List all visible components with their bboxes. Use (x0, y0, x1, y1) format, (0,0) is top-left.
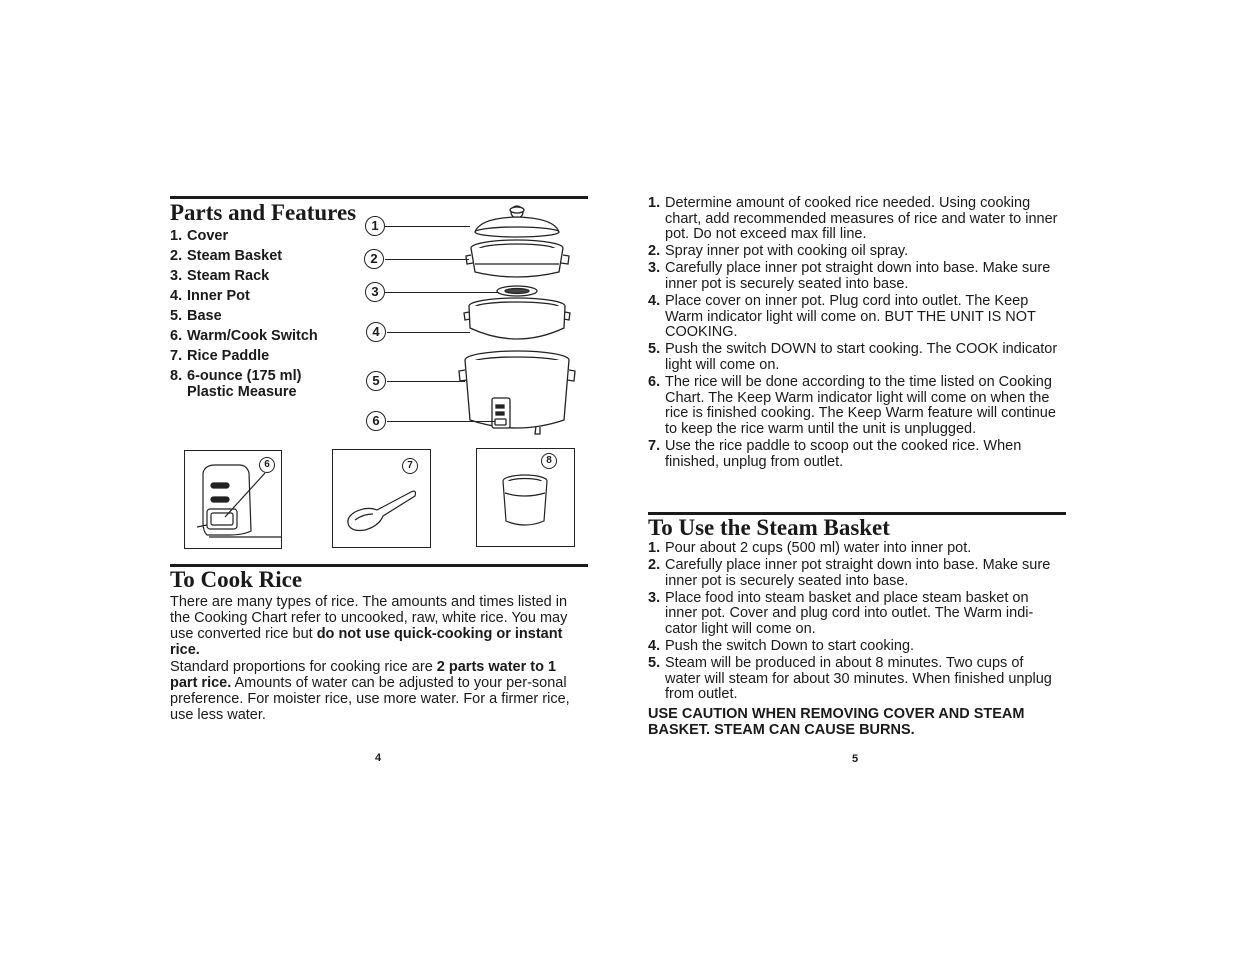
parts-list-item: 5. Base (170, 308, 222, 324)
callout-leader-6 (387, 421, 495, 422)
steam-step: 1. Pour about 2 cups (500 ml) water into inner pot. (648, 540, 972, 556)
steam-step: 3. Place food into steam basket and place steam basket on inner pot. Cover and plug cord into outlet. The Warm indi-cator light will come on. (648, 589, 1034, 637)
steam-steps (648, 541, 1062, 704)
plastic-measure-icon (477, 449, 574, 546)
steam-rack-illustration (497, 286, 537, 296)
callout-5-badge: 5 (366, 371, 386, 391)
cook-step: 7. Use the rice paddle to scoop out the cooked rice. When finished, unplug from outlet. (648, 437, 1022, 470)
steam-basket-illustration (466, 240, 569, 277)
inner-pot-illustration (464, 298, 570, 339)
callout-1-badge: 1 (365, 216, 385, 236)
cook-step: 2. Spray inner pot with cooking oil spray. (648, 243, 909, 260)
steam-caution-warning: USE CAUTION WHEN REMOVING COVER AND STEAM BASKET. STEAM CAN CAUSE BURNS. (648, 706, 1025, 738)
steam-step: 4. Push the switch Down to start cooking. (648, 638, 915, 655)
callout-4-badge: 4 (366, 322, 386, 342)
cook-step: 6. The rice will be done according to the time listed on Cooking Chart. The Keep Warm indicator light will come on when the rice is finished cooking. The Keep Warm feature will continue to keep the rice warm until the unit is unplugged. (648, 374, 1056, 437)
cook-step: 4. Place cover on inner pot. Plug cord into outlet. The Keep Warm indicator light will come on. BUT THE UNIT IS NOT COOKING. (648, 293, 1036, 341)
cook-step: 3. Carefully place inner pot straight down into base. Make sure inner pot is securely seated into base. (648, 260, 1051, 292)
detail-callout-8-badge: 8 (541, 453, 557, 469)
parts-section-rule (170, 196, 588, 199)
steam-basket-title: To Use the Steam Basket (648, 515, 890, 540)
detail-callout-6-badge: 6 (259, 457, 275, 473)
steam-step: 5. Steam will be produced in about 8 minutes. Two cups of water will steam for about 30 minutes. When finished unplug from outlet. (648, 655, 1052, 703)
parts-list-item: 8. 6-ounce (175 ml) Plastic Measure (170, 368, 302, 400)
cover-illustration (475, 206, 559, 237)
detail-callout-7-badge: 7 (402, 458, 418, 474)
parts-list-item: 2. Steam Basket (170, 248, 283, 264)
cook-step: 5. Push the switch DOWN to start cooking. The COOK indicator light will come on. (648, 341, 1058, 373)
page-number-left: 4 (375, 752, 382, 764)
parts-list (170, 228, 360, 404)
parts-list-item: 1. Cover (170, 228, 229, 244)
parts-list-item: 4. Inner Pot (170, 288, 250, 304)
callout-6-badge: 6 (366, 411, 386, 431)
parts-title: Parts and Features (170, 200, 357, 225)
cook-rice-title: To Cook Rice (170, 567, 303, 592)
measure-detail-frame (476, 448, 575, 547)
parts-list-item: 6. Warm/Cook Switch (170, 328, 318, 344)
callout-leader-1 (385, 226, 470, 227)
callout-leader-5 (387, 381, 465, 382)
parts-list-item: 7. Rice Paddle (170, 348, 270, 364)
callout-3-badge: 3 (365, 282, 385, 302)
cook-rice-proportions-paragraph: Standard proportions for cooking rice are 2 parts water to 1 part rice. Amounts of water can be adjusted to your per-sonal preference. For moister rice, use more water. For a firmer rice, use less water. (170, 659, 570, 723)
cook-step: 1. Determine amount of cooked rice needed. Using cooking chart, add recommended measures of rice and water to inner pot. Do not exceed max fill line. (648, 195, 1058, 243)
callout-leader-3 (385, 292, 499, 293)
cook-rice-steps (648, 196, 1060, 472)
callout-2-badge: 2 (364, 249, 384, 269)
callout-leader-2 (385, 259, 469, 260)
steam-step: 2. Carefully place inner pot straight down into base. Make sure inner pot is securely seated into base. (648, 557, 1051, 589)
cook-rice-intro-paragraph: There are many types of rice. The amounts and times listed in the Cooking Chart refer to uncooked, raw, white rice. You may use converted rice but do not use quick-cooking or instant rice. (170, 594, 568, 658)
callout-leader-4 (387, 332, 470, 333)
rice-cooker-illustration (440, 200, 590, 440)
page-number-right: 5 (852, 753, 859, 765)
parts-list-item: 3. Steam Rack (170, 268, 270, 284)
